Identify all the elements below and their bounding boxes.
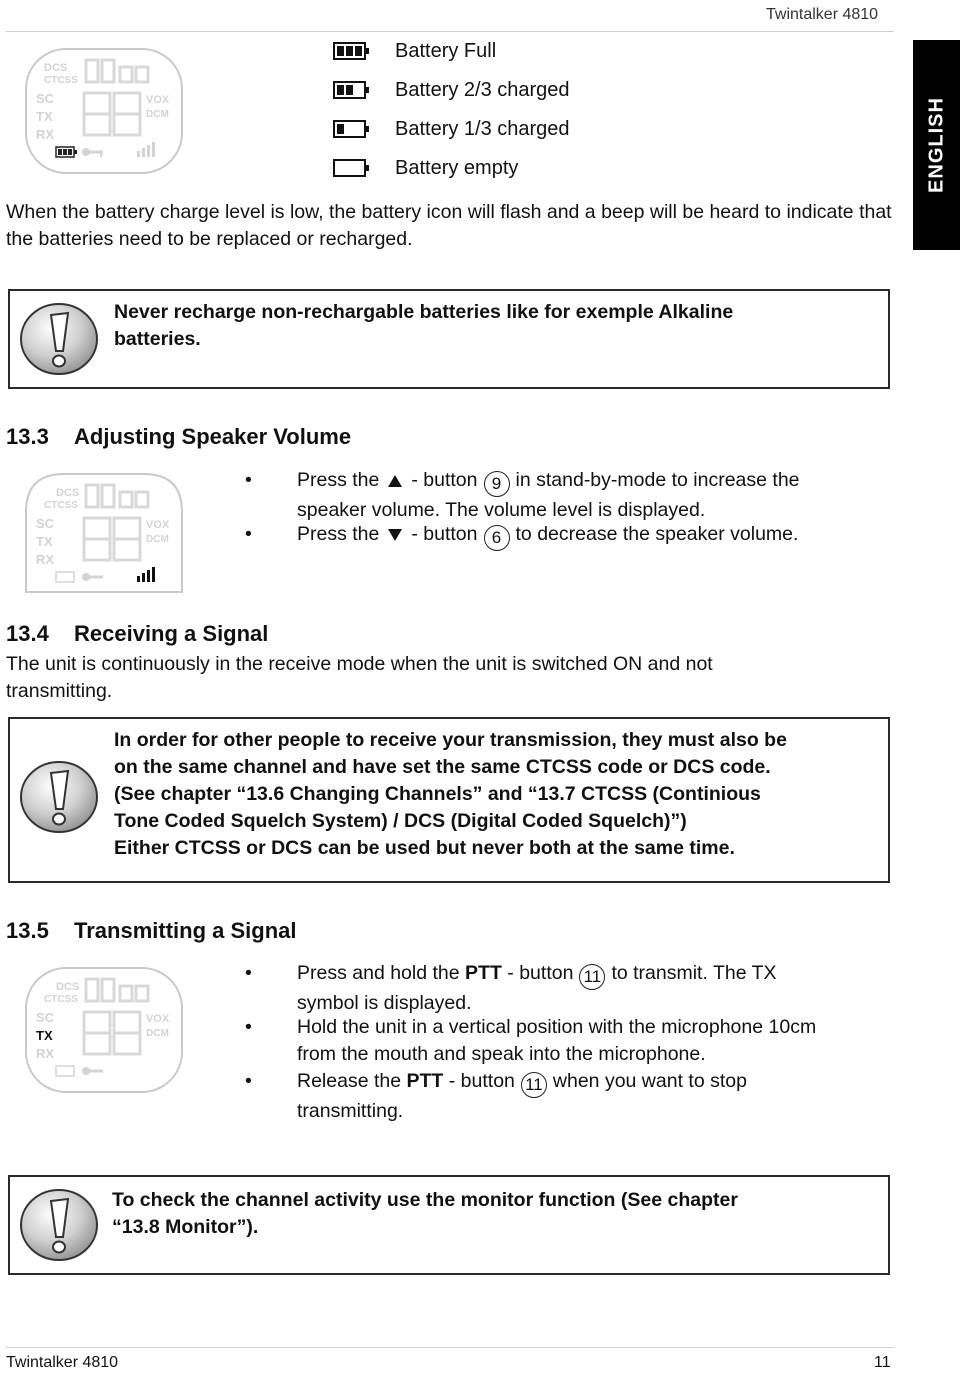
page-number: 11 [874, 1354, 891, 1371]
lcd-label-vox: VOX [146, 519, 170, 531]
up-arrow-icon [387, 474, 403, 488]
section-heading-13-4 [6, 621, 268, 647]
exclamation-warning-icon [18, 1187, 100, 1263]
warning-note-batteries [8, 289, 890, 389]
exclamation-warning-icon [18, 759, 100, 835]
lcd-signal-bars-icon [137, 567, 155, 582]
section-title: Adjusting Speaker Volume [74, 424, 352, 449]
battery-low-paragraph: When the battery charge level is low, the battery icon will flash and a beep will be heard to indicate that the batteries need to be replaced or recharged. [6, 201, 892, 250]
note-text-line: batteries. [114, 328, 201, 350]
battery-two-thirds-icon [333, 79, 371, 101]
lcd-label-ctcss: CTCSS [44, 994, 78, 1005]
language-tab-label: ENGLISH [925, 97, 947, 193]
lcd-label-dcm: DCM [146, 1028, 169, 1039]
note-text-line: To check the channel activity use the monitor function (See chapter [112, 1189, 738, 1211]
battery-state-label: Battery 2/3 charged [395, 78, 570, 101]
lcd-label-rx: RX [36, 552, 55, 567]
button-number-9: 9 [484, 471, 510, 497]
lcd-display-illustration [24, 47, 184, 180]
header-divider [6, 31, 894, 32]
note-text-line: (See chapter “13.6 Changing Channels” and “13.7 CTCSS (Continious [114, 783, 761, 805]
lcd-label-vox: VOX [146, 94, 170, 106]
lcd-label-sc: SC [36, 91, 55, 106]
section-heading-13-3 [6, 424, 351, 450]
warning-note-channels [8, 717, 890, 883]
lcd-label-tx: TX [36, 534, 53, 549]
lcd-label-ctcss: CTCSS [44, 500, 78, 511]
note-text-line: In order for other people to receive your transmission, they must also be [114, 729, 787, 751]
button-number-11: 11 [579, 964, 605, 990]
battery-state-two-thirds [333, 75, 570, 105]
lcd-label-dcs: DCS [44, 62, 68, 74]
battery-state-label: Battery 1/3 charged [395, 117, 570, 140]
button-number-6: 6 [484, 525, 510, 551]
section-title: Transmitting a Signal [74, 918, 297, 943]
button-number-11: 11 [521, 1072, 547, 1098]
lcd-label-dcs: DCS [56, 981, 80, 993]
footer-divider [6, 1347, 894, 1348]
down-arrow-icon [387, 528, 403, 542]
lcd-label-dcm: DCM [146, 109, 169, 120]
lcd-label-rx: RX [36, 1046, 55, 1061]
lcd-label-rx: RX [36, 127, 55, 142]
footer-product-name: Twintalker 4810 [6, 1354, 119, 1371]
lcd-label-dcm: DCM [146, 534, 169, 545]
battery-state-empty [333, 153, 518, 183]
battery-state-one-third [333, 114, 570, 144]
lcd-label-sc: SC [36, 1010, 55, 1025]
lcd-label-dcs: DCS [56, 487, 80, 499]
battery-state-label: Battery Full [395, 39, 497, 62]
lcd-battery-icon [56, 147, 77, 157]
section-number: 13.3 [6, 424, 49, 449]
note-text-line: Tone Coded Squelch System) / DCS (Digital Coded Squelch)”) [114, 810, 687, 832]
battery-empty-icon [333, 157, 371, 179]
header-product-name: Twintalker 4810 [766, 6, 879, 23]
lcd-label-sc: SC [36, 516, 55, 531]
receive-mode-line: transmitting. [6, 680, 113, 702]
language-tab [913, 40, 960, 250]
note-text-line: on the same channel and have set the same CTCSS code or DCS code. [114, 756, 771, 778]
battery-state-label: Battery empty [395, 156, 519, 179]
note-text-line: Either CTCSS or DCS can be used but never both at the same time. [114, 837, 735, 859]
section-number: 13.5 [6, 918, 49, 943]
receive-mode-line: The unit is continuously in the receive mode when the unit is switched ON and not [6, 653, 713, 675]
lcd-display-volume-illustration [24, 472, 184, 599]
section-heading-13-5 [6, 918, 296, 944]
battery-state-full [333, 36, 496, 66]
section-number: 13.4 [6, 621, 49, 646]
note-text-line: Never recharge non-rechargable batteries like for exemple Alkaline [114, 301, 734, 323]
battery-full-icon [333, 40, 371, 62]
lcd-label-ctcss: CTCSS [44, 75, 78, 86]
section-title: Receiving a Signal [74, 621, 269, 646]
exclamation-warning-icon [18, 301, 100, 377]
warning-note-monitor [8, 1175, 890, 1275]
lcd-label-tx: TX [36, 109, 53, 124]
lcd-display-transmit-illustration [24, 966, 184, 1099]
lcd-label-vox: VOX [146, 1013, 170, 1025]
lcd-label-tx-active: TX [36, 1028, 53, 1043]
note-text-line: “13.8 Monitor”). [112, 1216, 259, 1238]
battery-one-third-icon [333, 118, 371, 140]
